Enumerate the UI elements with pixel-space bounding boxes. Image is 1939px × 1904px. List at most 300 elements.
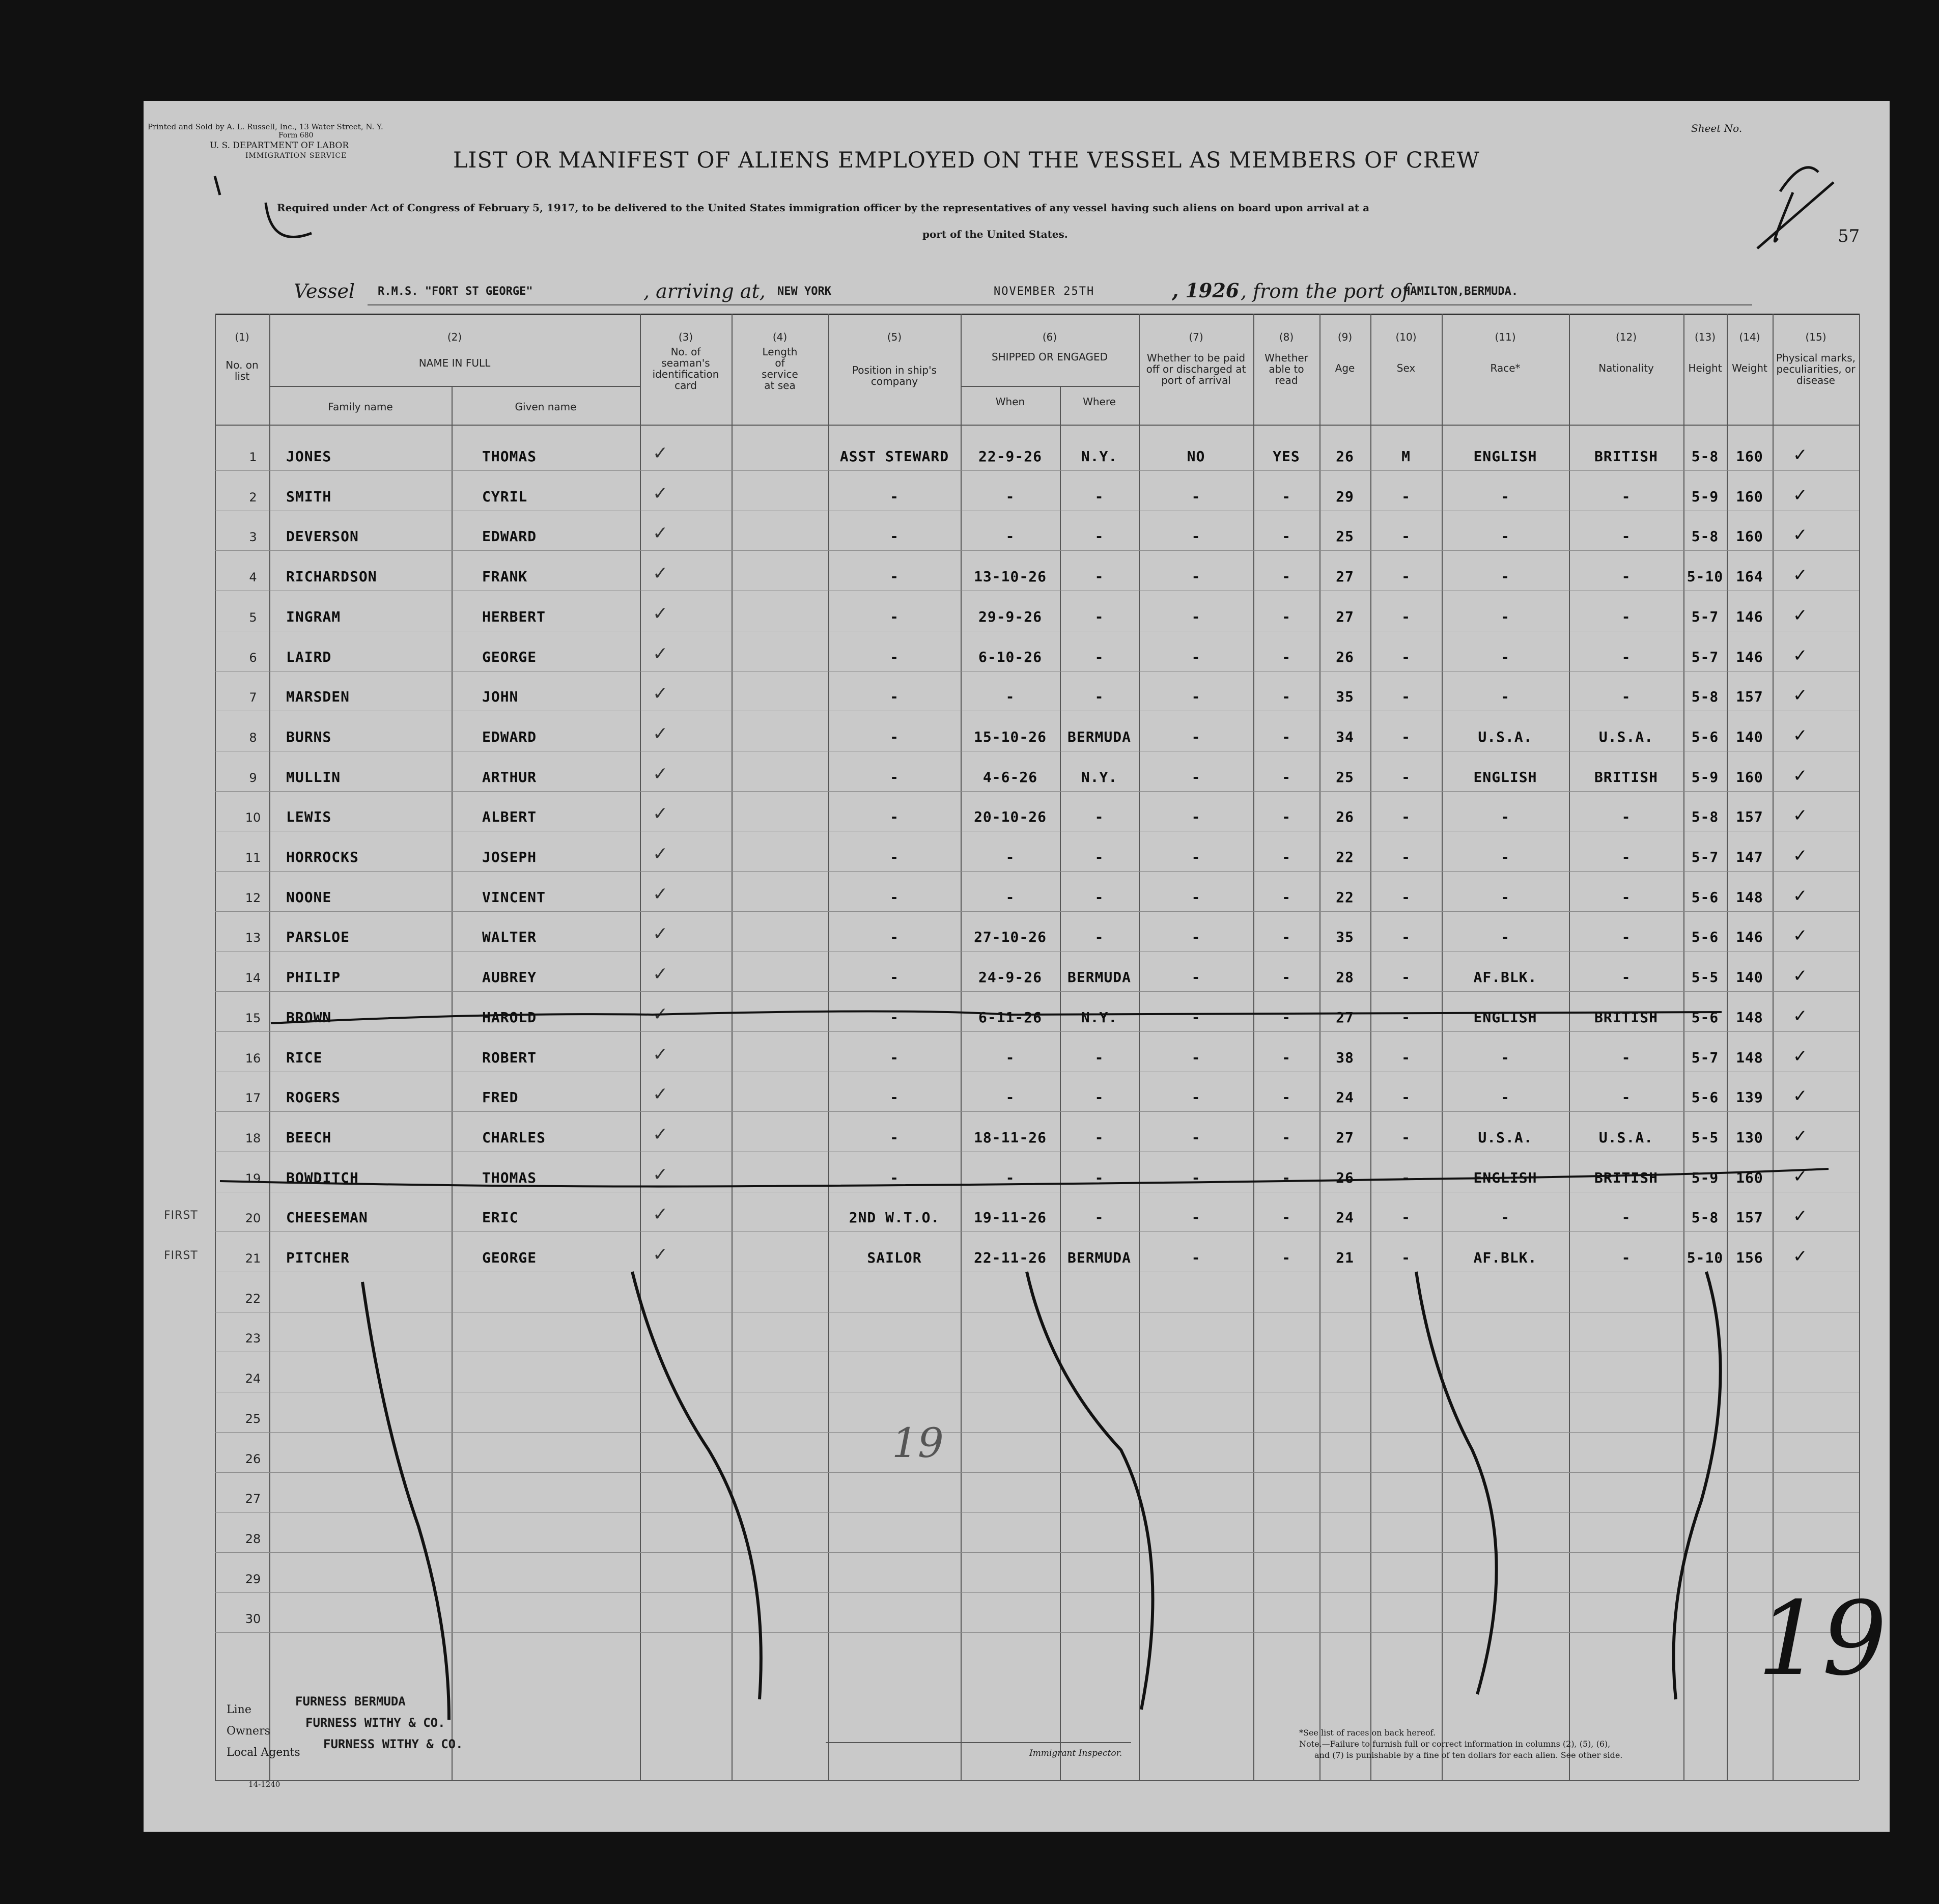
col-2-header: NAME IN FULL [418, 357, 491, 369]
penalty-note-1: Note.—Failure to furnish full or correct information in columns (2), (5), (6), [1299, 1739, 1611, 1749]
given-name-cell: CYRIL [482, 488, 528, 505]
paid-off-cell: - [1191, 1209, 1201, 1226]
nationality-cell: - [1621, 688, 1631, 706]
nationality-cell: - [1621, 1049, 1631, 1066]
weight-cell: 164 [1736, 568, 1763, 585]
able-to-read-cell: - [1282, 648, 1291, 665]
race-cell: ENGLISH [1473, 1009, 1537, 1026]
check-mark-icon: ✓ [1793, 525, 1808, 546]
shipped-when-cell: 19-11-26 [974, 1209, 1047, 1226]
check-mark-icon: ✓ [1793, 846, 1808, 866]
nationality-cell: - [1621, 1209, 1631, 1226]
line-value: FURNESS BERMUDA [295, 1694, 406, 1709]
nationality-cell: - [1621, 488, 1631, 505]
col-11-number: (11) [1495, 331, 1516, 343]
family-name-cell: BROWN [286, 1009, 332, 1026]
row-number: 18 [245, 1131, 261, 1145]
family-name-cell: LAIRD [286, 648, 332, 665]
shipped-where-header: Where [1083, 396, 1116, 408]
given-name-cell: WALTER [482, 929, 537, 946]
from-port: HAMILTON,BERMUDA. [1403, 285, 1519, 298]
shipped-when-cell: 13-10-26 [974, 568, 1047, 585]
row-number: 27 [245, 1492, 261, 1506]
row-number: 21 [245, 1251, 261, 1266]
col-2-number: (2) [447, 331, 462, 343]
race-cell: - [1501, 648, 1510, 665]
able-to-read-cell: - [1282, 728, 1291, 745]
handwritten-stroke [215, 176, 312, 237]
given-name-cell: EDWARD [482, 728, 537, 745]
age-cell: 28 [1336, 969, 1354, 986]
check-mark-icon: ✓ [1793, 445, 1808, 465]
tally-stroke-icon: ✓ [653, 723, 669, 744]
age-cell: 22 [1336, 888, 1354, 906]
given-name-cell: ARTHUR [482, 768, 537, 786]
row-number: 2 [249, 490, 257, 505]
age-cell: 27 [1336, 568, 1354, 585]
shipped-where-cell: N.Y. [1081, 768, 1118, 786]
nationality-cell: BRITISH [1594, 768, 1658, 786]
height-cell: 5-10 [1687, 568, 1724, 585]
shipped-when-cell: - [1005, 488, 1015, 505]
sex-cell: - [1401, 1009, 1411, 1026]
nationality-cell: - [1621, 969, 1631, 986]
check-mark-icon: ✓ [1793, 485, 1808, 506]
row-number: 14 [245, 971, 261, 986]
check-mark-icon: ✓ [1793, 1206, 1808, 1227]
from-port-label: , from the port of [1241, 280, 1410, 302]
position-cell: - [890, 1009, 899, 1026]
shipped-where-cell: - [1094, 648, 1104, 665]
family-name-header: Family name [328, 401, 393, 413]
check-mark-icon: ✓ [1793, 805, 1808, 826]
able-to-read-cell: - [1282, 608, 1291, 625]
race-cell: - [1501, 568, 1510, 585]
race-cell: - [1501, 608, 1510, 625]
shipped-where-cell: BERMUDA [1067, 969, 1131, 986]
race-cell: - [1501, 1049, 1510, 1066]
paid-off-cell: - [1191, 1089, 1201, 1106]
sex-cell: - [1401, 768, 1411, 786]
shipped-when-cell: 22-11-26 [974, 1249, 1047, 1266]
age-cell: 26 [1336, 808, 1354, 826]
age-cell: 29 [1336, 488, 1354, 505]
row-number: 6 [249, 650, 257, 665]
col-4-number: (4) [772, 331, 788, 343]
vessel-label: Vessel [294, 280, 355, 302]
waver-mark [1674, 1272, 1721, 1699]
weight-cell: 156 [1736, 1249, 1763, 1266]
col-4-header: Length of service at sea [762, 346, 798, 391]
weight-cell: 139 [1736, 1089, 1763, 1106]
paid-off-cell: - [1191, 688, 1201, 706]
tally-stroke-icon: ✓ [653, 803, 669, 825]
col-15-header: Physical marks, peculiarities, or disease [1776, 352, 1856, 386]
position-cell: - [890, 608, 899, 625]
given-name-cell: HERBERT [482, 608, 546, 625]
shipped-when-cell: - [1005, 1169, 1015, 1186]
weight-cell: 160 [1736, 448, 1763, 465]
shipped-when-cell: 27-10-26 [974, 929, 1047, 946]
manifest-sheet [144, 101, 1890, 1832]
row-number: 28 [245, 1531, 261, 1546]
position-cell: - [890, 849, 899, 865]
form-number: Form 680 [278, 131, 314, 139]
tally-stroke-icon: ✓ [653, 443, 669, 464]
owners-value: FURNESS WITHY & CO. [305, 1716, 445, 1730]
sex-cell: - [1401, 608, 1411, 625]
height-cell: 5-8 [1691, 808, 1719, 826]
paid-off-cell: NO [1187, 448, 1205, 465]
able-to-read-cell: - [1282, 1249, 1291, 1266]
shipped-when-cell: - [1005, 1089, 1015, 1106]
nationality-cell: U.S.A. [1598, 1129, 1654, 1146]
arrival-date: NOVEMBER 25TH [994, 285, 1095, 298]
height-cell: 5-7 [1691, 608, 1719, 625]
row-number: 23 [245, 1331, 261, 1346]
shipped-when-cell: 6-10-26 [978, 648, 1042, 665]
height-cell: 5-6 [1691, 1089, 1719, 1106]
arriving-port: NEW YORK [777, 285, 831, 298]
check-mark-icon: ✓ [1793, 765, 1808, 786]
shipped-when-cell: - [1005, 1049, 1015, 1066]
given-name-cell: THOMAS [482, 1169, 537, 1186]
shipped-where-cell: - [1094, 688, 1104, 706]
page-title: LIST OR MANIFEST OF ALIENS EMPLOYED ON THE VESSEL AS MEMBERS OF CREW [453, 148, 1480, 173]
family-name-cell: SMITH [286, 488, 332, 505]
check-mark-icon: ✓ [1793, 966, 1808, 987]
able-to-read-cell: - [1282, 568, 1291, 585]
col-13-number: (13) [1694, 331, 1716, 343]
given-name-cell: FRANK [482, 568, 528, 585]
height-cell: 5-5 [1691, 1129, 1719, 1146]
paid-off-cell: - [1191, 808, 1201, 826]
age-cell: 24 [1336, 1089, 1354, 1106]
check-mark-icon: ✓ [1793, 645, 1808, 666]
arrival-year: , 1926 [1172, 279, 1240, 302]
row-number: 10 [245, 810, 261, 825]
page-number: 57 [1838, 226, 1860, 246]
position-cell: - [890, 969, 899, 986]
check-mark-icon: ✓ [1793, 926, 1808, 946]
handwritten-count: 19 [1757, 1580, 1887, 1698]
race-cell: - [1501, 888, 1510, 906]
position-cell: SAILOR [867, 1249, 922, 1266]
shipped-when-cell: 4-6-26 [982, 768, 1038, 786]
position-cell: ASST STEWARD [839, 448, 949, 465]
weight-cell: 140 [1736, 969, 1763, 986]
paid-off-cell: - [1191, 929, 1201, 946]
waver-mark [632, 1272, 761, 1699]
tally-stroke-icon: ✓ [653, 1204, 669, 1225]
sex-cell: M [1401, 448, 1411, 465]
check-mark-icon: ✓ [1793, 605, 1808, 626]
row-number: 29 [245, 1572, 261, 1586]
col-3-number: (3) [678, 331, 693, 343]
check-mark-icon: ✓ [1793, 1046, 1808, 1067]
row-number: 4 [249, 570, 257, 585]
subtitle-line-2: port of the United States. [922, 228, 1068, 240]
col-5-number: (5) [887, 331, 902, 343]
col-6-header: SHIPPED OR ENGAGED [991, 351, 1108, 363]
penalty-note-2: and (7) is punishable by a fine of ten dollars for each alien. See other side. [1314, 1750, 1623, 1760]
sex-cell: - [1401, 1209, 1411, 1226]
shipped-where-cell: - [1094, 568, 1104, 585]
paid-off-cell: - [1191, 568, 1201, 585]
weight-cell: 146 [1736, 608, 1763, 625]
race-cell: U.S.A. [1478, 1129, 1533, 1146]
inspector-label: Immigrant Inspector. [1029, 1748, 1122, 1758]
row-number: 22 [245, 1291, 261, 1306]
shipped-when-cell: - [1005, 888, 1015, 906]
position-cell: - [890, 1129, 899, 1146]
sex-cell: - [1401, 528, 1411, 545]
service-name: IMMIGRATION SERVICE [245, 152, 347, 160]
col-3-header: No. of seaman's identification card [652, 346, 719, 391]
position-cell: - [890, 568, 899, 585]
shipped-when-cell: 22-9-26 [978, 448, 1042, 465]
races-note: *See list of races on back hereof. [1299, 1728, 1436, 1738]
inspector-signature-line [826, 1742, 1131, 1743]
paid-off-cell: - [1191, 728, 1201, 745]
able-to-read-cell: YES [1273, 448, 1300, 465]
col-7-number: (7) [1189, 331, 1203, 343]
col-13-header: Height [1688, 362, 1722, 374]
paid-off-cell: - [1191, 608, 1201, 625]
nationality-cell: - [1621, 568, 1631, 585]
row-number: 20 [245, 1211, 261, 1226]
handwritten-marks [144, 101, 1890, 1832]
agents-value: FURNESS WITHY & CO. [323, 1737, 463, 1751]
shipped-where-cell: - [1094, 1129, 1104, 1146]
age-cell: 26 [1336, 648, 1354, 665]
height-cell: 5-6 [1691, 1009, 1719, 1026]
height-cell: 5-9 [1691, 1169, 1719, 1186]
shipped-where-cell: - [1094, 1169, 1104, 1186]
height-cell: 5-7 [1691, 1049, 1719, 1066]
tally-stroke-icon: ✓ [653, 1164, 669, 1185]
family-name-cell: PITCHER [286, 1249, 350, 1266]
pencil-note: 19 [892, 1419, 944, 1467]
position-cell: - [890, 1089, 899, 1106]
given-name-cell: AUBREY [482, 969, 537, 986]
sex-cell: - [1401, 888, 1411, 906]
position-cell: - [890, 929, 899, 946]
check-mark-icon: ✓ [1793, 885, 1808, 906]
height-cell: 5-8 [1691, 528, 1719, 545]
shipped-when-cell: 24-9-26 [978, 969, 1042, 986]
able-to-read-cell: - [1282, 888, 1291, 906]
height-cell: 5-6 [1691, 929, 1719, 946]
weight-cell: 160 [1736, 1169, 1763, 1186]
age-cell: 25 [1336, 768, 1354, 786]
paid-off-cell: - [1191, 849, 1201, 865]
age-cell: 25 [1336, 528, 1354, 545]
margin-note: FIRST [164, 1249, 198, 1262]
family-name-cell: NOONE [286, 888, 332, 906]
weight-cell: 160 [1736, 768, 1763, 786]
weight-cell: 147 [1736, 849, 1763, 865]
row-number: 12 [245, 890, 261, 905]
waver-mark [1027, 1272, 1153, 1710]
age-cell: 21 [1336, 1249, 1354, 1266]
tally-stroke-icon: ✓ [653, 1044, 669, 1065]
margin-note: FIRST [164, 1209, 198, 1222]
vessel-name: R.M.S. "FORT ST GEORGE" [378, 285, 533, 298]
col-7-header: Whether to be paid off or discharged at port of arrival [1146, 352, 1246, 386]
shipped-when-cell: 18-11-26 [974, 1129, 1047, 1146]
shipped-where-cell: - [1094, 488, 1104, 505]
shipped-where-cell: N.Y. [1081, 448, 1118, 465]
check-mark-icon: ✓ [1793, 685, 1808, 706]
sex-cell: - [1401, 1169, 1411, 1186]
shipped-when-header: When [995, 396, 1025, 408]
tally-stroke-icon: ✓ [653, 603, 669, 624]
tally-stroke-icon: ✓ [653, 1244, 669, 1265]
paid-off-cell: - [1191, 768, 1201, 786]
nationality-cell: BRITISH [1594, 1169, 1658, 1186]
family-name-cell: INGRAM [286, 608, 341, 625]
row-number: 15 [245, 1011, 261, 1025]
check-mark-icon: ✓ [1793, 1086, 1808, 1107]
row-number: 9 [249, 770, 257, 785]
col-11-header: Race* [1490, 362, 1521, 374]
given-name-cell: FRED [482, 1089, 519, 1106]
height-cell: 5-6 [1691, 888, 1719, 906]
subtitle-line-1: Required under Act of Congress of February 5, 1917, to be delivered to the United States immigration officer by the representatives of any vessel having such aliens on board upon arrival at a [277, 202, 1370, 214]
owners-label: Owners [227, 1725, 270, 1738]
family-name-cell: DEVERSON [286, 528, 359, 545]
tally-stroke-icon: ✓ [653, 1003, 669, 1025]
given-name-cell: EDWARD [482, 528, 537, 545]
check-mark-icon: ✓ [1793, 565, 1808, 586]
sex-cell: - [1401, 808, 1411, 826]
weight-cell: 160 [1736, 488, 1763, 505]
sex-cell: - [1401, 568, 1411, 585]
tally-stroke-icon: ✓ [653, 643, 669, 664]
row-number: 25 [245, 1411, 261, 1426]
check-mark-icon: ✓ [1793, 1126, 1808, 1146]
paid-off-cell: - [1191, 1049, 1201, 1066]
family-name-cell: PARSLOE [286, 929, 350, 946]
age-cell: 35 [1336, 929, 1354, 946]
able-to-read-cell: - [1282, 808, 1291, 826]
position-cell: - [890, 768, 899, 786]
col-9-number: (9) [1337, 331, 1353, 343]
agents-label: Local Agents [227, 1746, 300, 1759]
row-number: 7 [249, 690, 257, 705]
nationality-cell: - [1621, 648, 1631, 665]
shipped-where-cell: - [1094, 888, 1104, 906]
department-name: U. S. DEPARTMENT OF LABOR [210, 141, 349, 151]
race-cell: - [1501, 688, 1510, 706]
able-to-read-cell: - [1282, 1089, 1291, 1106]
height-cell: 5-7 [1691, 648, 1719, 665]
tally-stroke-icon: ✓ [653, 763, 669, 785]
family-name-cell: CHEESEMAN [286, 1209, 368, 1226]
age-cell: 27 [1336, 1009, 1354, 1026]
row-number: 19 [245, 1171, 261, 1186]
height-cell: 5-8 [1691, 448, 1719, 465]
height-cell: 5-9 [1691, 768, 1719, 786]
given-name-cell: GEORGE [482, 1249, 537, 1266]
position-cell: - [890, 1049, 899, 1066]
able-to-read-cell: - [1282, 969, 1291, 986]
tally-stroke-icon: ✓ [653, 483, 669, 504]
given-name-header: Given name [515, 401, 577, 413]
family-name-cell: RICE [286, 1049, 323, 1066]
family-name-cell: PHILIP [286, 969, 341, 986]
shipped-where-cell: - [1094, 528, 1104, 545]
age-cell: 35 [1336, 688, 1354, 706]
col-14-number: (14) [1739, 331, 1760, 343]
row-number: 5 [249, 610, 257, 625]
weight-cell: 140 [1736, 728, 1763, 745]
row-number: 24 [245, 1371, 261, 1386]
arriving-label: , arriving at, [643, 280, 766, 302]
sex-cell: - [1401, 1129, 1411, 1146]
weight-cell: 160 [1736, 528, 1763, 545]
race-cell: U.S.A. [1478, 728, 1533, 745]
shipped-when-cell: 29-9-26 [978, 608, 1042, 625]
nationality-cell: - [1621, 929, 1631, 946]
row-number: 30 [245, 1612, 261, 1627]
sex-cell: - [1401, 688, 1411, 706]
given-name-cell: ROBERT [482, 1049, 537, 1066]
able-to-read-cell: - [1282, 1129, 1291, 1146]
age-cell: 24 [1336, 1209, 1354, 1226]
col-8-number: (8) [1279, 331, 1294, 343]
given-name-cell: JOHN [482, 688, 519, 706]
shipped-when-cell: - [1005, 849, 1015, 865]
family-name-cell: BOWDITCH [286, 1169, 359, 1186]
shipped-where-cell: - [1094, 849, 1104, 865]
sex-cell: - [1401, 1089, 1411, 1106]
paid-off-cell: - [1191, 648, 1201, 665]
nationality-cell: BRITISH [1594, 448, 1658, 465]
col-1-number: (1) [235, 331, 249, 343]
col-8-header: Whether able to read [1264, 352, 1308, 386]
tally-stroke-icon: ✓ [653, 923, 669, 945]
able-to-read-cell: - [1282, 849, 1291, 865]
sex-cell: - [1401, 1249, 1411, 1266]
row-number: 3 [249, 530, 257, 545]
race-cell: - [1501, 1089, 1510, 1106]
shipped-where-cell: N.Y. [1081, 1009, 1118, 1026]
sheet-number-label: Sheet No. [1691, 122, 1743, 134]
race-cell: ENGLISH [1473, 768, 1537, 786]
paid-off-cell: - [1191, 1249, 1201, 1266]
sex-cell: - [1401, 1049, 1411, 1066]
family-name-cell: BURNS [286, 728, 332, 745]
tally-stroke-icon: ✓ [653, 523, 669, 544]
height-cell: 5-10 [1687, 1249, 1724, 1266]
sex-cell: - [1401, 648, 1411, 665]
position-cell: - [890, 728, 899, 745]
weight-cell: 146 [1736, 929, 1763, 946]
tally-stroke-icon: ✓ [653, 683, 669, 705]
tally-stroke-icon: ✓ [653, 844, 669, 864]
age-cell: 27 [1336, 608, 1354, 625]
nationality-cell: - [1621, 528, 1631, 545]
sex-cell: - [1401, 969, 1411, 986]
shipped-when-cell: - [1005, 688, 1015, 706]
height-cell: 5-8 [1691, 1209, 1719, 1226]
age-cell: 34 [1336, 728, 1354, 745]
race-cell: AF.BLK. [1473, 1249, 1537, 1266]
strike-through-line [271, 1012, 1722, 1024]
nationality-cell: - [1621, 849, 1631, 865]
